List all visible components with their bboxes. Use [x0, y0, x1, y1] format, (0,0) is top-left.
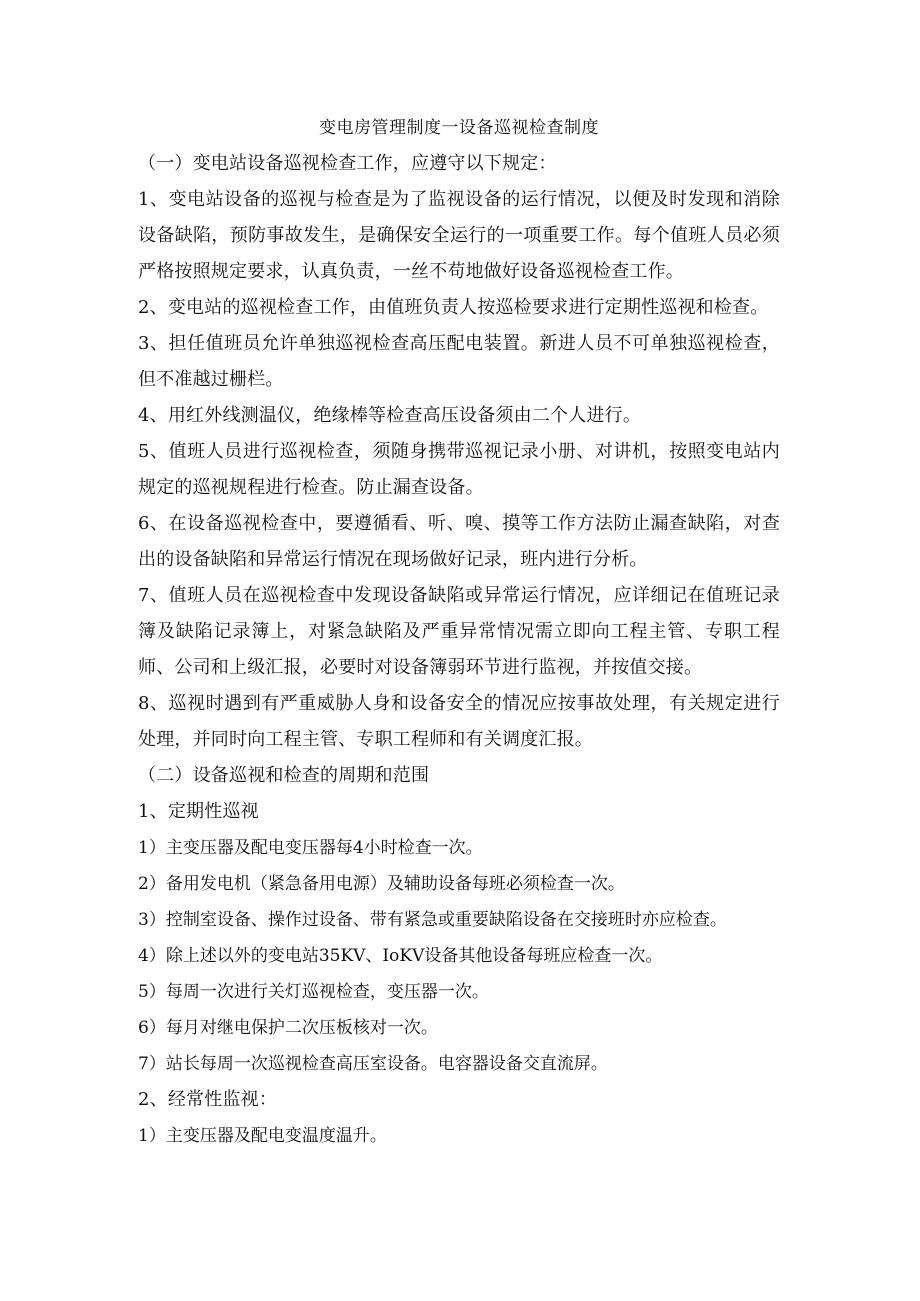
- subsection-periodic-inspection: 1、定期性巡视: [138, 801, 259, 822]
- paragraph-1: 1、变电站设备的巡视与检查是为了监视设备的运行情况，以便及时发现和消除设备缺陷，预防事故发生，是确保安全运行的一项重要工作。每个值班人员必须严格按照规定要求，认真负责，一丝不苟地做好设备巡视检查工作。: [138, 189, 780, 282]
- paragraph-8: 8、巡视时遇到有严重威胁人身和设备安全的情况应按事故处理，有关规定进行处理，并同时向工程主管、专职工程师和有关调度汇报。: [138, 693, 780, 750]
- list-item-6: 6）每月对继电保护二次压板核对一次。: [138, 1018, 438, 1038]
- list-item-1: 1）主变压器及配电变压器每4小时检查一次。: [138, 838, 483, 858]
- paragraph-4: 4、用红外线测温仪，绝缘棒等检查高压设备须由二个人进行。: [138, 405, 642, 426]
- list-item-monitoring-1: 1）主变压器及配电变温度温升。: [138, 1126, 387, 1146]
- list-item-5: 5）每周一次进行关灯巡视检查，变压器一次。: [138, 982, 489, 1002]
- paragraph-7: 7、值班人员在巡视检查中发现设备缺陷或异常运行情况，应详细记在值班记录簿及缺陷记录簿上，对紧急缺陷及严重异常情况需立即向工程主管、专职工程师、公司和上级汇报，必要时对设备簿弱环节进行监视，并按值交接。: [138, 585, 780, 678]
- list-item-4: 4）除上述以外的变电站35KV、IoKV设备其他设备每班应检查一次。: [138, 946, 663, 966]
- paragraph-3: 3、担任值班员允许单独巡视检查高压配电装置。新进人员不可单独巡视检查，但不准越过栅栏。: [138, 333, 780, 390]
- section-heading-1: （一）变电站设备巡视检查工作，应遵守以下规定：: [138, 153, 557, 174]
- subsection-regular-monitoring: 2、经常性监视：: [138, 1089, 278, 1110]
- list-item-7: 7）站长每周一次巡视检查高压室设备。电容器设备交直流屏。: [138, 1054, 608, 1074]
- section-heading-2: （二）设备巡视和检查的周期和范围: [138, 765, 430, 786]
- paragraph-2: 2、变电站的巡视检查工作，由值班负责人按巡检要求进行定期性巡视和检查。: [138, 297, 769, 318]
- document-title: 变电房管理制度一设备巡视检查制度: [319, 118, 599, 138]
- list-item-3: 3）控制室设备、操作过设备、带有紧急或重要缺陷设备在交接班时亦应检查。: [138, 910, 727, 930]
- paragraph-5: 5、值班人员进行巡视检查，须随身携带巡视记录小册、对讲机，按照变电站内规定的巡视规程进行检查。防止漏查设备。: [138, 441, 780, 498]
- list-item-2: 2）备用发电机（紧急备用电源）及辅助设备每班必须检查一次。: [138, 874, 625, 894]
- document-body: [138, 112, 780, 1154]
- paragraph-6: 6、在设备巡视检查中，要遵循看、听、嗅、摸等工作方法防止漏查缺陷，对查出的设备缺陷和异常运行情况在现场做好记录，班内进行分析。: [138, 513, 780, 570]
